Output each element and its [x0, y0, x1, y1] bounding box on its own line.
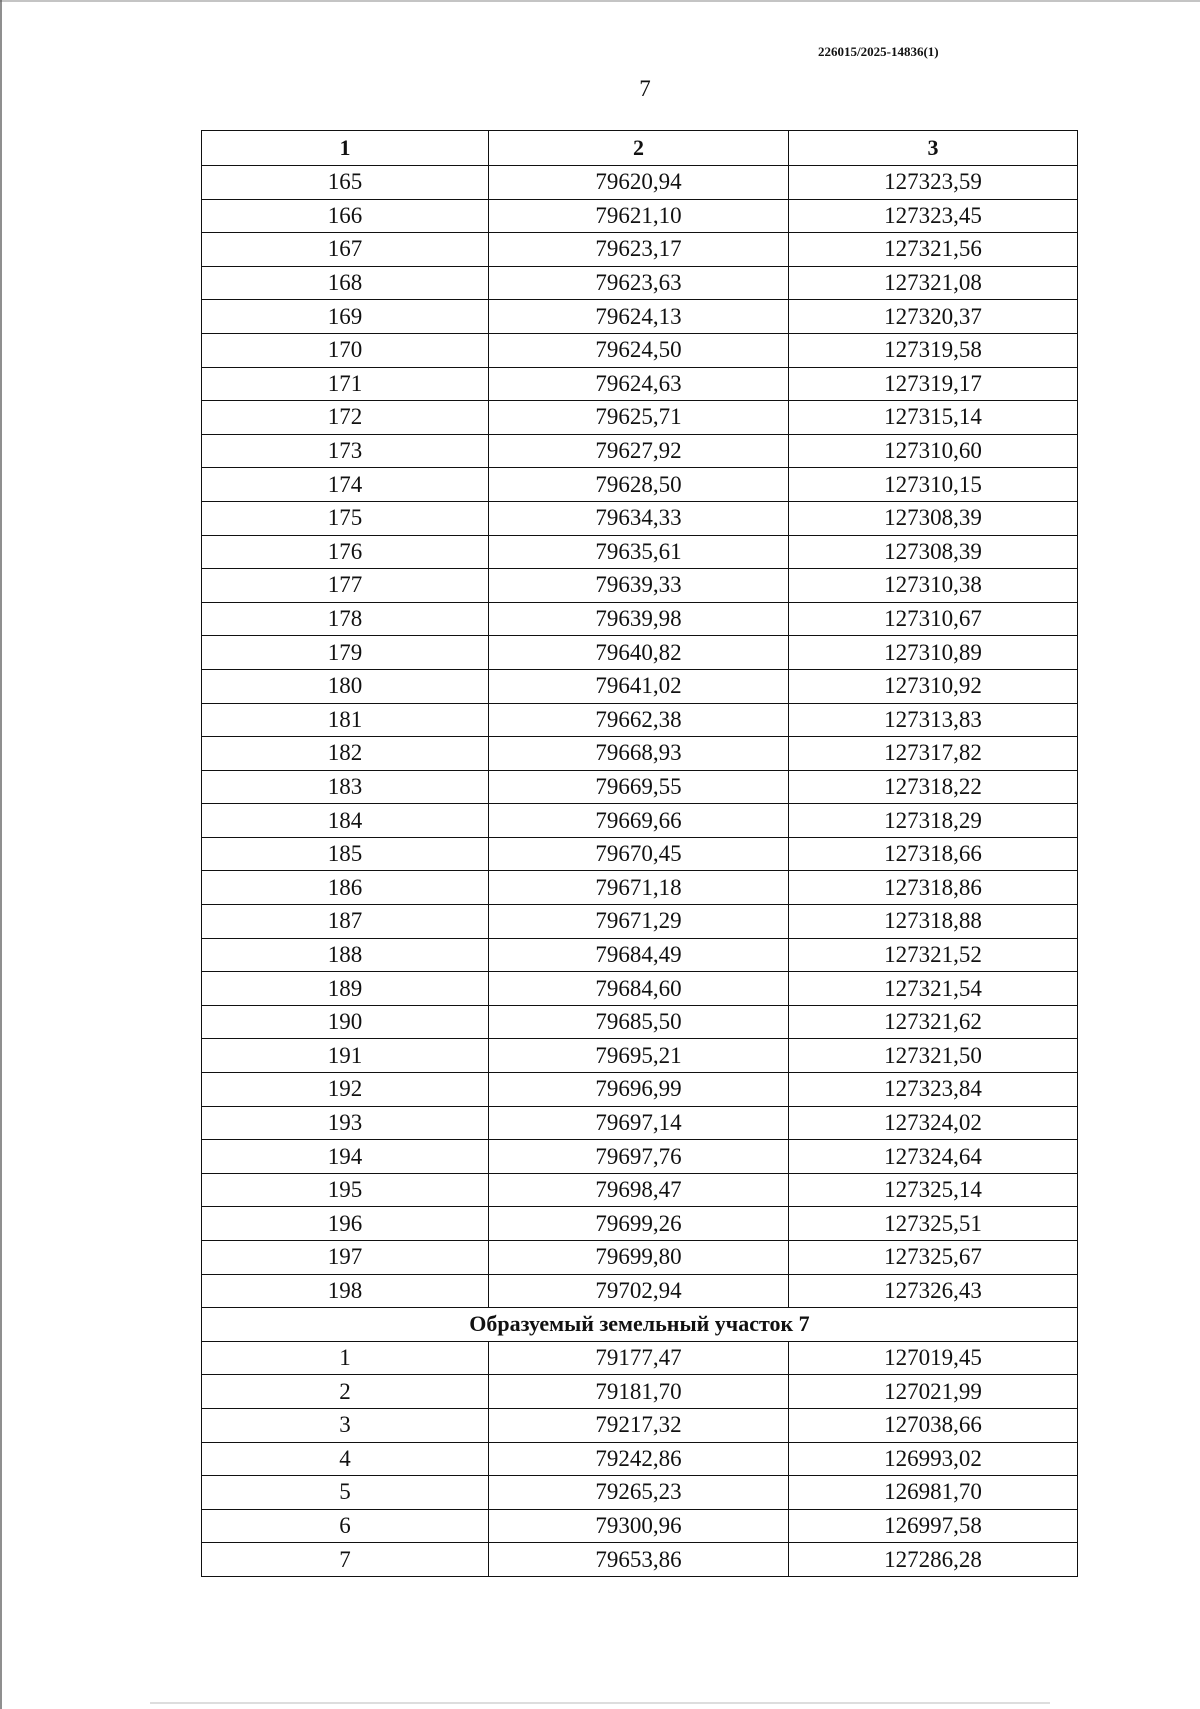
- point-number-cell: 168: [202, 266, 489, 300]
- y-coordinate-cell: 127310,67: [789, 602, 1078, 636]
- table-row: [202, 837, 1078, 871]
- scan-edge-top: [0, 0, 1200, 2]
- point-number-cell: 190: [202, 1005, 489, 1039]
- y-coordinate-cell: 126997,58: [789, 1509, 1078, 1543]
- point-number-cell: 186: [202, 871, 489, 905]
- table-row: [202, 233, 1078, 267]
- point-number-cell: 183: [202, 770, 489, 804]
- point-number-cell: 178: [202, 602, 489, 636]
- point-number-cell: 3: [202, 1408, 489, 1442]
- x-coordinate-cell: 79699,26: [489, 1207, 789, 1241]
- x-coordinate-cell: 79634,33: [489, 501, 789, 535]
- x-coordinate-cell: 79217,32: [489, 1408, 789, 1442]
- table-row: [202, 1543, 1078, 1577]
- table-row: [202, 333, 1078, 367]
- x-coordinate-cell: 79624,63: [489, 367, 789, 401]
- x-coordinate-cell: 79662,38: [489, 703, 789, 737]
- point-number-cell: 173: [202, 434, 489, 468]
- document-reference-number: 226015/2025-14836(1): [818, 44, 939, 59]
- x-coordinate-cell: 79695,21: [489, 1039, 789, 1073]
- y-coordinate-cell: 127321,56: [789, 233, 1078, 267]
- table-row: [202, 166, 1078, 200]
- table-row: [202, 905, 1078, 939]
- x-coordinate-cell: 79623,17: [489, 233, 789, 267]
- x-coordinate-cell: 79624,13: [489, 300, 789, 334]
- point-number-cell: 165: [202, 166, 489, 200]
- y-coordinate-cell: 127019,45: [789, 1341, 1078, 1375]
- x-coordinate-cell: 79684,60: [489, 972, 789, 1006]
- y-coordinate-cell: 127326,43: [789, 1274, 1078, 1308]
- point-number-cell: 187: [202, 905, 489, 939]
- point-number-cell: 194: [202, 1140, 489, 1174]
- x-coordinate-cell: 79671,29: [489, 905, 789, 939]
- y-coordinate-cell: 126981,70: [789, 1476, 1078, 1510]
- table-row: [202, 1341, 1078, 1375]
- x-coordinate-cell: 79640,82: [489, 636, 789, 670]
- point-number-cell: 188: [202, 938, 489, 972]
- x-coordinate-cell: 79653,86: [489, 1543, 789, 1577]
- point-number-cell: 182: [202, 737, 489, 771]
- table-row: [202, 367, 1078, 401]
- y-coordinate-cell: 127310,38: [789, 569, 1078, 603]
- table-row: [202, 737, 1078, 771]
- point-number-cell: 192: [202, 1073, 489, 1107]
- point-number-cell: 191: [202, 1039, 489, 1073]
- y-coordinate-cell: 127318,22: [789, 770, 1078, 804]
- x-coordinate-cell: 79300,96: [489, 1509, 789, 1543]
- point-number-cell: 198: [202, 1274, 489, 1308]
- table-row: [202, 1039, 1078, 1073]
- y-coordinate-cell: 127308,39: [789, 535, 1078, 569]
- table-row: [202, 1073, 1078, 1107]
- table-row: [202, 501, 1078, 535]
- y-coordinate-cell: 127324,02: [789, 1106, 1078, 1140]
- y-coordinate-cell: 127325,14: [789, 1173, 1078, 1207]
- table-row: [202, 1375, 1078, 1409]
- x-coordinate-cell: 79242,86: [489, 1442, 789, 1476]
- table-row: [202, 300, 1078, 334]
- y-coordinate-cell: 127286,28: [789, 1543, 1078, 1577]
- table-row: [202, 401, 1078, 435]
- point-number-cell: 185: [202, 837, 489, 871]
- x-coordinate-cell: 79684,49: [489, 938, 789, 972]
- x-coordinate-cell: 79177,47: [489, 1341, 789, 1375]
- table-row: [202, 636, 1078, 670]
- x-coordinate-cell: 79628,50: [489, 468, 789, 502]
- table-row: [202, 569, 1078, 603]
- x-coordinate-cell: 79669,55: [489, 770, 789, 804]
- x-coordinate-cell: 79639,33: [489, 569, 789, 603]
- table-row: [202, 468, 1078, 502]
- table-row: [202, 703, 1078, 737]
- table-row: [202, 972, 1078, 1006]
- point-number-cell: 175: [202, 501, 489, 535]
- table-row: [202, 1140, 1078, 1174]
- table-row: [202, 434, 1078, 468]
- table-row: [202, 770, 1078, 804]
- table-row: [202, 938, 1078, 972]
- point-number-cell: 2: [202, 1375, 489, 1409]
- point-number-cell: 167: [202, 233, 489, 267]
- x-coordinate-cell: 79698,47: [489, 1173, 789, 1207]
- table-row: [202, 1274, 1078, 1308]
- table-row: [202, 602, 1078, 636]
- y-coordinate-cell: 127310,92: [789, 669, 1078, 703]
- point-number-cell: 197: [202, 1241, 489, 1275]
- table-row: [202, 1005, 1078, 1039]
- x-coordinate-cell: 79265,23: [489, 1476, 789, 1510]
- section-header-row: [202, 1308, 1078, 1342]
- scan-edge-bottom: [150, 1702, 1050, 1704]
- y-coordinate-cell: 127318,66: [789, 837, 1078, 871]
- y-coordinate-cell: 127021,99: [789, 1375, 1078, 1409]
- point-number-cell: 166: [202, 199, 489, 233]
- y-coordinate-cell: 127324,64: [789, 1140, 1078, 1174]
- table-row: [202, 804, 1078, 838]
- y-coordinate-cell: 127310,15: [789, 468, 1078, 502]
- point-number-cell: 181: [202, 703, 489, 737]
- y-coordinate-cell: 127318,88: [789, 905, 1078, 939]
- x-coordinate-cell: 79181,70: [489, 1375, 789, 1409]
- x-coordinate-cell: 79635,61: [489, 535, 789, 569]
- table-row: [202, 1173, 1078, 1207]
- scan-edge-left: [0, 0, 2, 1709]
- y-coordinate-cell: 127319,58: [789, 333, 1078, 367]
- y-coordinate-cell: 126993,02: [789, 1442, 1078, 1476]
- table-row: [202, 871, 1078, 905]
- section-title: Образуемый земельный участок 7: [202, 1308, 1078, 1342]
- y-coordinate-cell: 127321,50: [789, 1039, 1078, 1073]
- y-coordinate-cell: 127318,29: [789, 804, 1078, 838]
- y-coordinate-cell: 127325,51: [789, 1207, 1078, 1241]
- point-number-cell: 184: [202, 804, 489, 838]
- table-header-row: [202, 131, 1078, 166]
- y-coordinate-cell: 127317,82: [789, 737, 1078, 771]
- y-coordinate-cell: 127321,54: [789, 972, 1078, 1006]
- y-coordinate-cell: 127310,60: [789, 434, 1078, 468]
- point-number-cell: 172: [202, 401, 489, 435]
- x-coordinate-cell: 79627,92: [489, 434, 789, 468]
- y-coordinate-cell: 127325,67: [789, 1241, 1078, 1275]
- point-number-cell: 177: [202, 569, 489, 603]
- x-coordinate-cell: 79702,94: [489, 1274, 789, 1308]
- x-coordinate-cell: 79685,50: [489, 1005, 789, 1039]
- point-number-cell: 180: [202, 669, 489, 703]
- x-coordinate-cell: 79671,18: [489, 871, 789, 905]
- header-cell-x: 2: [489, 131, 789, 166]
- x-coordinate-cell: 79668,93: [489, 737, 789, 771]
- x-coordinate-cell: 79639,98: [489, 602, 789, 636]
- y-coordinate-cell: 127319,17: [789, 367, 1078, 401]
- y-coordinate-cell: 127313,83: [789, 703, 1078, 737]
- point-number-cell: 196: [202, 1207, 489, 1241]
- y-coordinate-cell: 127321,62: [789, 1005, 1078, 1039]
- y-coordinate-cell: 127321,52: [789, 938, 1078, 972]
- point-number-cell: 179: [202, 636, 489, 670]
- table-row: [202, 199, 1078, 233]
- page-number: 7: [639, 76, 651, 101]
- coordinates-table-body: [202, 131, 1078, 1577]
- table-row: [202, 1241, 1078, 1275]
- x-coordinate-cell: 79620,94: [489, 166, 789, 200]
- y-coordinate-cell: 127323,45: [789, 199, 1078, 233]
- point-number-cell: 6: [202, 1509, 489, 1543]
- x-coordinate-cell: 79623,63: [489, 266, 789, 300]
- y-coordinate-cell: 127321,08: [789, 266, 1078, 300]
- y-coordinate-cell: 127308,39: [789, 501, 1078, 535]
- point-number-cell: 1: [202, 1341, 489, 1375]
- table-row: [202, 1509, 1078, 1543]
- point-number-cell: 193: [202, 1106, 489, 1140]
- point-number-cell: 7: [202, 1543, 489, 1577]
- y-coordinate-cell: 127323,59: [789, 166, 1078, 200]
- point-number-cell: 171: [202, 367, 489, 401]
- table-row: [202, 1476, 1078, 1510]
- x-coordinate-cell: 79670,45: [489, 837, 789, 871]
- x-coordinate-cell: 79699,80: [489, 1241, 789, 1275]
- y-coordinate-cell: 127038,66: [789, 1408, 1078, 1442]
- x-coordinate-cell: 79625,71: [489, 401, 789, 435]
- x-coordinate-cell: 79621,10: [489, 199, 789, 233]
- x-coordinate-cell: 79697,14: [489, 1106, 789, 1140]
- point-number-cell: 189: [202, 972, 489, 1006]
- table-row: [202, 1408, 1078, 1442]
- point-number-cell: 169: [202, 300, 489, 334]
- y-coordinate-cell: 127323,84: [789, 1073, 1078, 1107]
- x-coordinate-cell: 79697,76: [489, 1140, 789, 1174]
- header-cell-point: 1: [202, 131, 489, 166]
- point-number-cell: 4: [202, 1442, 489, 1476]
- coordinates-table: [201, 130, 1078, 1577]
- table-row: [202, 535, 1078, 569]
- point-number-cell: 195: [202, 1173, 489, 1207]
- point-number-cell: 176: [202, 535, 489, 569]
- x-coordinate-cell: 79669,66: [489, 804, 789, 838]
- y-coordinate-cell: 127318,86: [789, 871, 1078, 905]
- table-row: [202, 1106, 1078, 1140]
- point-number-cell: 174: [202, 468, 489, 502]
- table-row: [202, 1207, 1078, 1241]
- y-coordinate-cell: 127320,37: [789, 300, 1078, 334]
- x-coordinate-cell: 79624,50: [489, 333, 789, 367]
- x-coordinate-cell: 79641,02: [489, 669, 789, 703]
- table-row: [202, 669, 1078, 703]
- table-row: [202, 266, 1078, 300]
- point-number-cell: 170: [202, 333, 489, 367]
- table-row: [202, 1442, 1078, 1476]
- y-coordinate-cell: 127310,89: [789, 636, 1078, 670]
- x-coordinate-cell: 79696,99: [489, 1073, 789, 1107]
- y-coordinate-cell: 127315,14: [789, 401, 1078, 435]
- point-number-cell: 5: [202, 1476, 489, 1510]
- header-cell-y: 3: [789, 131, 1078, 166]
